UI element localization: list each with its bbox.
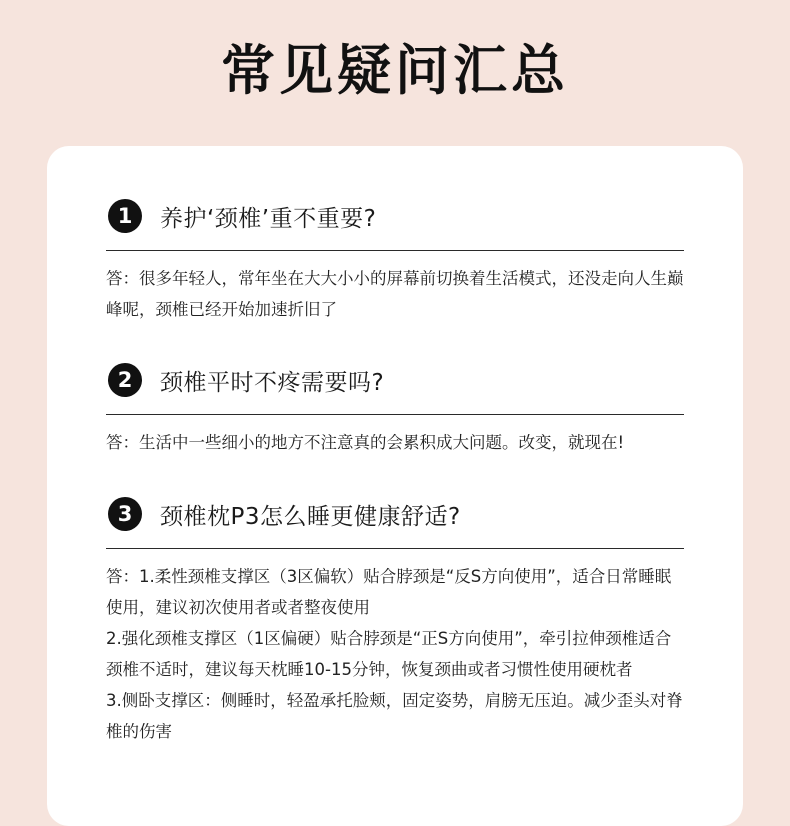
faq-question: 颈椎枕P3怎么睡更健康舒适? — [160, 503, 461, 530]
faq-answer — [106, 561, 684, 747]
faq-question-row — [106, 360, 684, 400]
number-badge-icon: 2 — [108, 363, 142, 397]
number-badge-icon: 3 — [108, 497, 142, 531]
faq-answer — [106, 263, 684, 325]
answer-paragraph: 3.侧卧支撑区：侧睡时，轻盈承托脸颊，固定姿势，肩膀无压迫。减少歪头对脊椎的伤害 — [106, 691, 683, 741]
answer-paragraph: 答：生活中一些细小的地方不注意真的会累积成大问题。改变，就现在! — [106, 433, 625, 452]
answer-paragraph: 2.强化颈椎支撑区（1区偏硬）贴合脖颈是“正S方向使用”，牵引拉伸颈椎适合颈椎不适时，建议每天枕睡10-15分钟，恢复颈曲或者习惯性使用硬枕者 — [106, 629, 672, 679]
faq-question: 颈椎平时不疼需要吗? — [160, 369, 385, 396]
divider — [106, 414, 684, 415]
faq-item-1 — [106, 196, 684, 325]
page-title: 常见疑问汇总 — [221, 39, 569, 102]
faq-item-2 — [106, 360, 684, 458]
number-badge-icon: 1 — [108, 199, 142, 233]
divider — [106, 250, 684, 251]
faq-question-row — [106, 494, 684, 534]
answer-paragraph: 答：很多年轻人，常年坐在大大小小的屏幕前切换着生活模式，还没走向人生巅峰呢，颈椎已经开始加速折旧了 — [106, 269, 684, 319]
faq-answer — [106, 427, 684, 458]
faq-item-3 — [106, 494, 684, 747]
answer-paragraph: 答：1.柔性颈椎支撑区（3区偏软）贴合脖颈是“反S方向使用”，适合日常睡眠使用，建议初次使用者或者整夜使用 — [106, 567, 672, 617]
faq-question-row — [106, 196, 684, 236]
divider — [106, 548, 684, 549]
faq-question: 养护‘颈椎’重不重要? — [160, 205, 377, 232]
